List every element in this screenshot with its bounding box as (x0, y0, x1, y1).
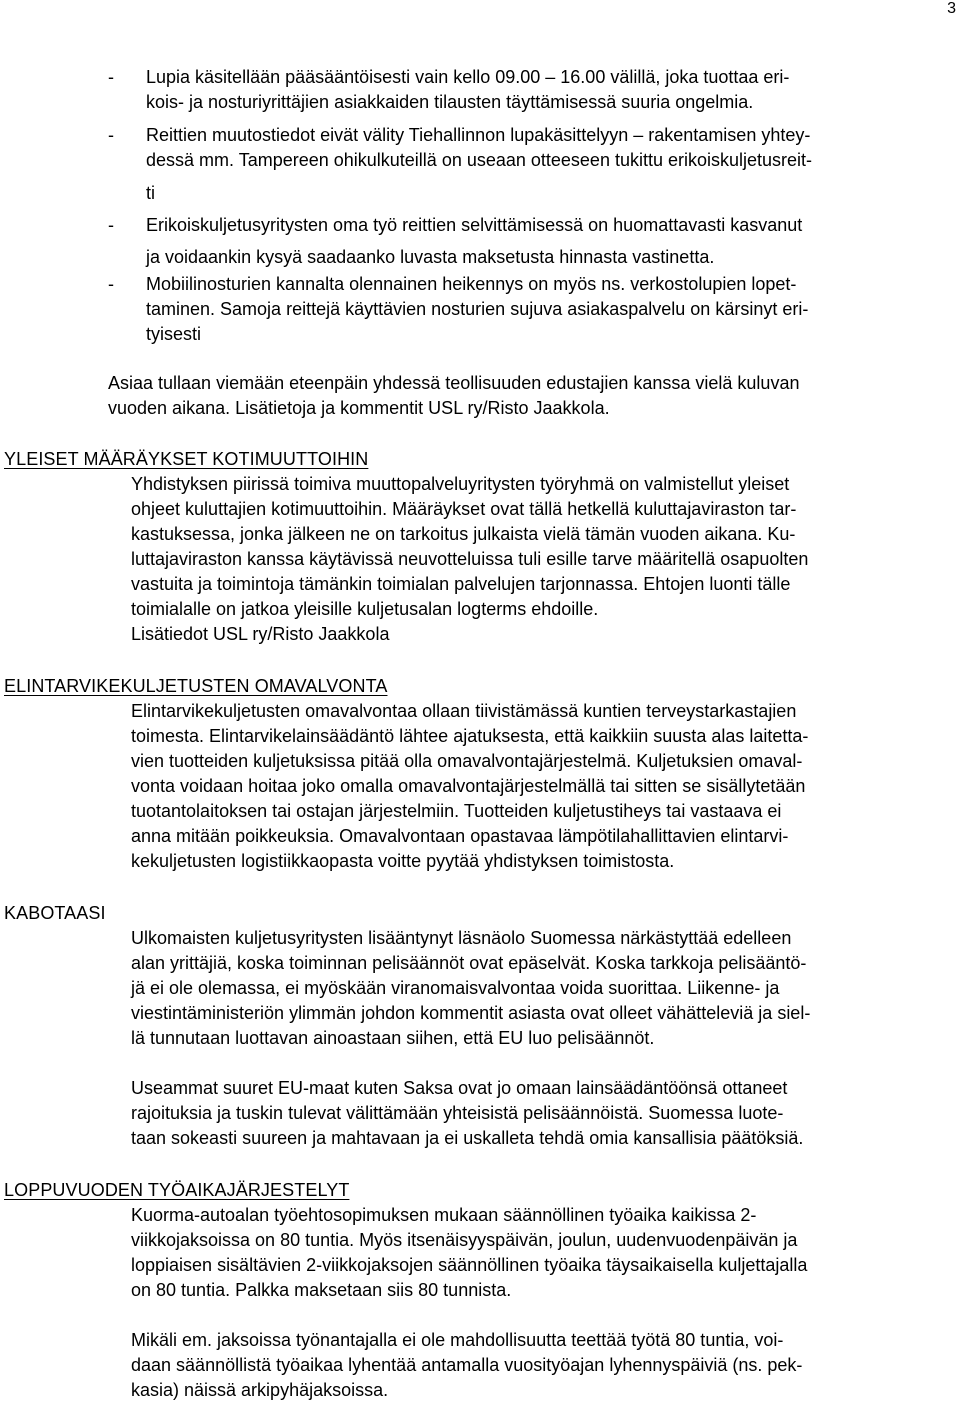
section-2-line: kekuljetusten logistiikkaopasta voitte pyytää yhdistyksen toimistosta. (131, 851, 675, 871)
section-heading-kotimuutto: YLEISET MÄÄRÄYKSET KOTIMUUTTOIHIN (4, 449, 369, 469)
section-1-line: ohjeet kuluttajien kotimuuttoihin. Määräykset ovat tällä hetkellä kuluttajaviraston tar- (131, 499, 797, 519)
section-2-line: anna mitään poikkeuksia. Omavalvontaan opastavaa lämpötilahallittavien elintarvi- (131, 826, 789, 846)
bullet-4-line-2: taminen. Samoja reittejä käyttävien nosturien sujuva asiakaspalvelu on kärsinyt eri- (146, 299, 809, 319)
bullet-dash: - (108, 274, 114, 294)
bullet-2-line-2: dessä mm. Tampereen ohikulkuteillä on useaan otteeseen tukittu erikoiskuljetusreit- (146, 150, 813, 170)
intro-para-line-1: Asiaa tullaan viemään eteenpäin yhdessä teollisuuden edustajien kanssa vielä kuluvan (108, 373, 800, 393)
section-3-line: rajoituksia ja tuskin tulevat välittämään yhteisistä pelisäännöistä. Suomessa luote- (131, 1103, 784, 1123)
bullet-1-line-2: kois- ja nosturiyrittäjien asiakkaiden tilausten täyttämisessä suuria ongelmia. (146, 92, 754, 112)
section-3-line: lä tunnutaan luottavan ainoastaan siihen, että EU luo pelisäännöt. (131, 1028, 655, 1048)
bullet-1-line-1: Lupia käsitellään pääsääntöisesti vain kello 09.00 – 16.00 välillä, joka tuottaa eri- (146, 67, 790, 87)
section-1-line: Yhdistyksen piirissä toimiva muuttopalveluyritysten työryhmä on valmistellut yleiset (131, 474, 790, 494)
section-heading-omavalvonta: ELINTARVIKEKULJETUSTEN OMAVALVONTA (4, 676, 388, 696)
section-3-line: Useammat suuret EU-maat kuten Saksa ovat jo omaan lainsäädäntöönsä ottaneet (131, 1078, 788, 1098)
section-1-line: kastuksessa, jonka jälkeen ne on tarkoitus julkaista vielä tämän vuoden aikana. Ku- (131, 524, 796, 544)
section-4-line: Kuorma-autoalan työehtosopimuksen mukaan säännöllinen työaika kaikissa 2- (131, 1205, 757, 1225)
bullet-dash: - (108, 215, 114, 235)
section-4-line: kasia) näissä arkipyhäjaksoissa. (131, 1380, 389, 1400)
bullet-dash: - (108, 67, 114, 87)
section-3-line: Ulkomaisten kuljetusyritysten lisääntynyt läsnäolo Suomessa närkästyttää edelleen (131, 928, 792, 948)
bullet-4-line-3: tyisesti (146, 324, 202, 344)
section-3-line: viestintäministeriön ylimmän johdon kommentit asiasta ovat olleet vähätteleviä ja siel- (131, 1003, 811, 1023)
section-1-line: Lisätiedot USL ry/Risto Jaakkola (131, 624, 390, 644)
section-4-line: viikkojaksoissa on 80 tuntia. Myös itsenäisyyspäivän, joulun, uudenvuodenpäivän ja (131, 1230, 798, 1250)
section-4-line: loppiaisen sisältävien 2-viikkojaksojen säännöllinen työaika täysaikaisella kuljettajalla (131, 1255, 808, 1275)
section-heading-tyoaikajarjestelyt: LOPPUVUODEN TYÖAIKAJÄRJESTELYT (4, 1180, 350, 1200)
page-number: 3 (947, 0, 956, 17)
section-2-line: tuotantolaitoksen tai ostajan järjestelmiin. Tuotteiden kuljetustiheys tai vastaava ei (131, 801, 782, 821)
section-4-line: Mikäli em. jaksoissa työnantajalla ei ole mahdollisuutta teettää työtä 80 tuntia, voi- (131, 1330, 784, 1350)
bullet-2-line-3: ti (146, 183, 155, 203)
section-3-line: taan sokeasti suureen ja mahtavaan ja ei uskalleta tehdä omia kansallisia päätöksiä. (131, 1128, 804, 1148)
bullet-3-line-2: ja voidaankin kysyä saadaanko luvasta maksetusta hinnasta vastinetta. (146, 247, 715, 267)
section-2-line: toimesta. Elintarvikelainsäädäntö lähtee ajatuksesta, että kaikkiin suusta alas laitetta- (131, 726, 809, 746)
section-2-line: vonta voidaan hoitaa joko omalla omavalvontajärjestelmällä tai sitten se sisällytetään (131, 776, 806, 796)
bullet-dash: - (108, 125, 114, 145)
section-4-line: on 80 tuntia. Palkka maksetaan siis 80 tunnista. (131, 1280, 512, 1300)
section-3-line: alan yrittäjiä, koska toiminnan pelisäännöt ovat epäselvät. Koska tarkkoja pelisääntö- (131, 953, 807, 973)
section-2-line: vien tuotteiden kuljetuksissa pitää olla omavalvontajärjestelmä. Kuljetuksien omaval- (131, 751, 803, 771)
bullet-2-line-1: Reittien muutostiedot eivät välity Tiehallinnon lupakäsittelyyn – rakentamisen yhtey- (146, 125, 811, 145)
intro-para-line-2: vuoden aikana. Lisätietoja ja kommentit USL ry/Risto Jaakkola. (108, 398, 610, 418)
section-1-line: toimialalle on jatkoa yleisille kuljetusalan logterms ehdoille. (131, 599, 599, 619)
section-1-line: luttajaviraston kanssa käytävissä neuvotteluissa tuli esille tarve määritellä osapuolten (131, 549, 809, 569)
bullet-4-line-1: Mobiilinosturien kannalta olennainen heikennys on myös ns. verkostolupien lopet- (146, 274, 797, 294)
section-1-line: vastuita ja toimintoja tämänkin toimialan palvelujen tarjonnassa. Ehtojen luonti tälle (131, 574, 791, 594)
bullet-3-line-1: Erikoiskuljetusyritysten oma työ reittien selvittämisessä on huomattavasti kasvanut (146, 215, 803, 235)
section-2-line: Elintarvikekuljetusten omavalvontaa ollaan tiivistämässä kuntien terveystarkastajien (131, 701, 797, 721)
section-heading-kabotaasi: KABOTAASI (4, 903, 106, 923)
section-3-line: jä ei ole olemassa, ei myöskään viranomaisvalvontaa voida suorittaa. Liikenne- ja (131, 978, 780, 998)
section-4-line: daan säännöllistä työaikaa lyhentää antamalla vuosityöajan lyhennyspäiviä (ns. pek- (131, 1355, 803, 1375)
